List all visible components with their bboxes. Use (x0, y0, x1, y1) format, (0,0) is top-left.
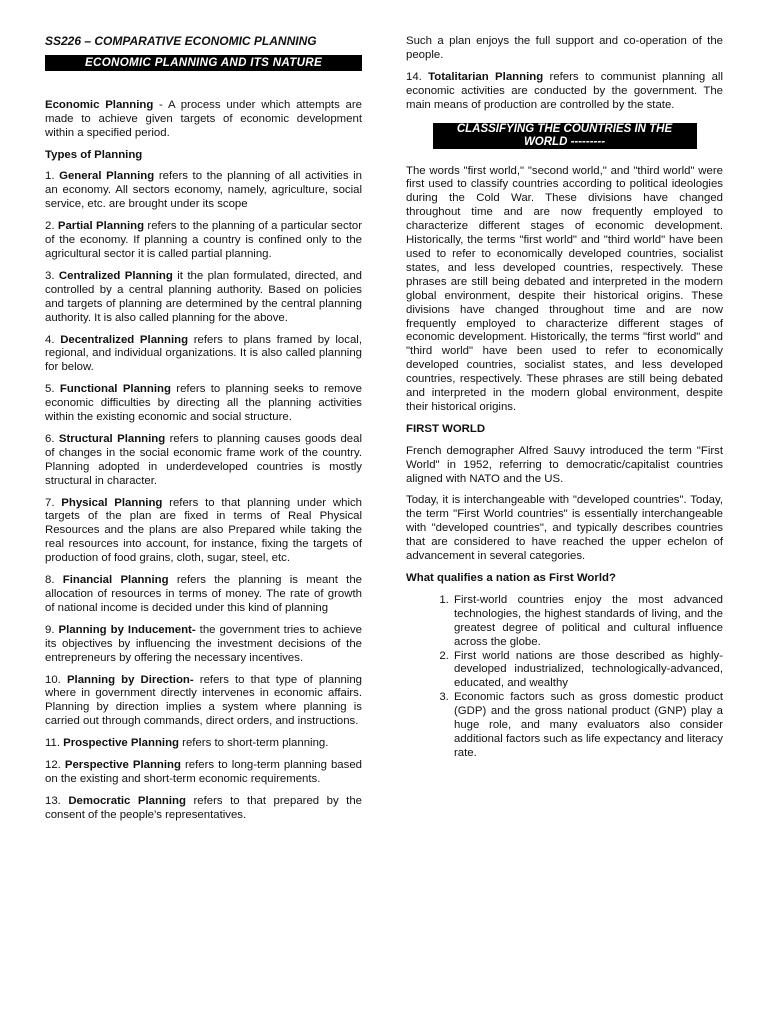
list-item: 1. First-world countries enjoy the most advanced technologies, the highest standards of living, and the greatest degree of political and cultural influence across the globe. (452, 594, 723, 650)
item-text: refers to short-term planning. (179, 737, 329, 750)
item-number: 1. (45, 170, 60, 183)
item-number: 13. (45, 794, 69, 807)
item-term: Functional Planning (59, 383, 171, 396)
item-text: refers to long-term planning based on the existing and short-term economic requirements. (45, 759, 362, 785)
planning-item (45, 220, 362, 262)
item-term: Physical Planning (61, 496, 163, 509)
section-banner-classifying: CLASSIFYING THE COUNTRIES IN THE WORLD --------- (433, 123, 697, 149)
item-number: 9. (45, 623, 59, 636)
item-text: refers to planning seeks to remove economic difficulties by directing all the planning activities within the existing economic and social structure. (45, 383, 363, 424)
item-text: refers to that type of planning where in government directly intervenes in economic affairs. Planning by direction implies a system where planning is carried out through commands, direct orders, and instructions. (45, 673, 362, 728)
planning-item (45, 674, 362, 730)
item-number: 11. (45, 737, 64, 750)
item-text: refers to plans framed by local, regional, and individual organizations. It is also called planning for below. (45, 333, 362, 374)
item-number: 7. (45, 496, 62, 509)
planning-item (45, 170, 362, 212)
item-number: 5. (45, 383, 60, 396)
item-term: Structural Planning (58, 432, 166, 445)
item-number: 4. (45, 333, 61, 346)
item-text: refers to communist planning all economic activities are conducted by the government. The main means of production are controlled by the state. (406, 70, 723, 111)
list-item: 3. Economic factors such as gross domestic product (GDP) and the gross national product (GNP) play a huge role, and many evaluators also consider additional factors such as life expectancy and literacy rate. (452, 691, 723, 761)
definition-paragraph (45, 99, 362, 141)
first-world-heading: FIRST WORLD (406, 422, 486, 435)
item-number: 10. (45, 673, 67, 686)
planning-item (45, 574, 362, 616)
list-item: 2. First world nations are those described as highly-developed industrialized, technologically-advanced, educated, and wealthy (452, 650, 723, 692)
planning-item (45, 497, 362, 567)
section-banner-nature: ECONOMIC PLANNING AND ITS NATURE (45, 55, 362, 71)
item-text: it the plan formulated, directed, and controlled by a central planning authority. Based on policies and targets of planning are determined by the central planning authority. It is also called planning for the above. (45, 269, 363, 324)
qualifies-heading: What qualifies a nation as First World? (406, 572, 616, 584)
item-term: Decentralized Planning (60, 333, 189, 346)
item-text: refers to the planning of a particular sector of the economy. If planning a country is confined only to the agricultural sector it is called partial planning. (45, 220, 362, 260)
today-paragraph: Today, it is interchangeable with "developed countries". Today, the term "First World countries" is essentially interchangeable with "developed countries", and typically describes countries that are considered to have reached the upper echelon of advancement in several categories. (406, 494, 723, 563)
planning-item (45, 433, 362, 489)
item-term: Democratic Planning (68, 794, 186, 807)
item-number: 14. (406, 70, 429, 83)
continuation-paragraph: Such a plan enjoys the full support and co-operation of the people. (406, 35, 723, 61)
planning-item (45, 737, 362, 751)
item-term: Centralized Planning (58, 269, 173, 282)
types-heading: Types of Planning (45, 148, 143, 161)
item-term: Totalitarian Planning (428, 70, 544, 83)
item-text: the government tries to achieve its objectives by influencing the investment decisions of the entrepreneurs by offering the necessary incentives. (45, 623, 362, 664)
item-number: 2. (45, 220, 58, 233)
item-term: Prospective Planning (63, 737, 179, 750)
item-term: Planning by Inducement- (58, 623, 196, 636)
item-text: refers to planning causes goods deal of changes in the social economic frame work of the country. Planning adopted in underdeveloped countries is mostly structural in character. (45, 432, 362, 487)
right-column (406, 35, 723, 761)
item-number: 12. (45, 759, 65, 772)
item-term: Planning by Direction- (66, 673, 194, 686)
item-number: 6. (45, 432, 59, 445)
planning-item (45, 334, 362, 376)
planning-item (45, 270, 362, 326)
qualifies-list (406, 594, 723, 761)
planning-item (406, 71, 723, 113)
sauvy-paragraph: French demographer Alfred Sauvy introduced the term "First World" in 1952, referring to democratic/capitalist countries aligned with NATO and the US. (406, 444, 723, 485)
item-term: Partial Planning (57, 220, 145, 233)
planning-item (45, 759, 362, 787)
planning-item (45, 383, 362, 425)
item-text: refers to that prepared by the consent of the people’s representatives. (45, 794, 362, 821)
document-title: SS226 – COMPARATIVE ECONOMIC PLANNING (45, 34, 317, 48)
planning-item (45, 624, 362, 666)
item-text: refers to the planning of all activities in an economy. All sectors economy, namely, agriculture, social service, etc. are brought under its scope (45, 170, 362, 211)
item-term: Perspective Planning (64, 759, 181, 772)
item-number: 3. (45, 269, 59, 282)
planning-item (45, 795, 362, 823)
left-column (45, 35, 362, 831)
worlds-paragraph: The words "first world," "second world," and "third world" were first used to classify countries according to political ideologies during the Cold War. These divisions have changed throughout time and are now frequently employed to characterize different stages of economic development. Historically, the terms "first world" and "third world" have been used to refer to economically developed countries, socialist states, and less developed countries, respectively. These phrases are still being debated and interpreted in the modern global environment, despite their historical origins. These divisions have changed throughout time and are now frequently employed to characterize different stages of economic development. Historically, the terms "first world" and "third world" have been used to refer to economically developed countries, socialist states, and less developed countries, respectively. These phrases are still being debated and interpreted in the modern global environment, despite their historical origins. (406, 164, 723, 413)
definition-text: - A process under which attempts are made to achieve given targets of economic development within a specified period. (45, 98, 362, 139)
definition-term: Economic Planning (45, 98, 154, 111)
item-text: refers to that planning under which targets of the plan are fixed in terms of Real Physical Resources and the plans are also Prepared while taking the real resources into account, for instance, fixing the targets of production of food grains, cloth, sugar, steel, etc. (45, 496, 362, 565)
item-text: refers the planning is meant the allocation of resources in terms of money. The rate of growth of national income is decided under this kind of planning (45, 574, 362, 614)
item-term: General Planning (59, 170, 155, 183)
item-number: 8. (45, 574, 63, 587)
item-term: Financial Planning (62, 574, 169, 587)
